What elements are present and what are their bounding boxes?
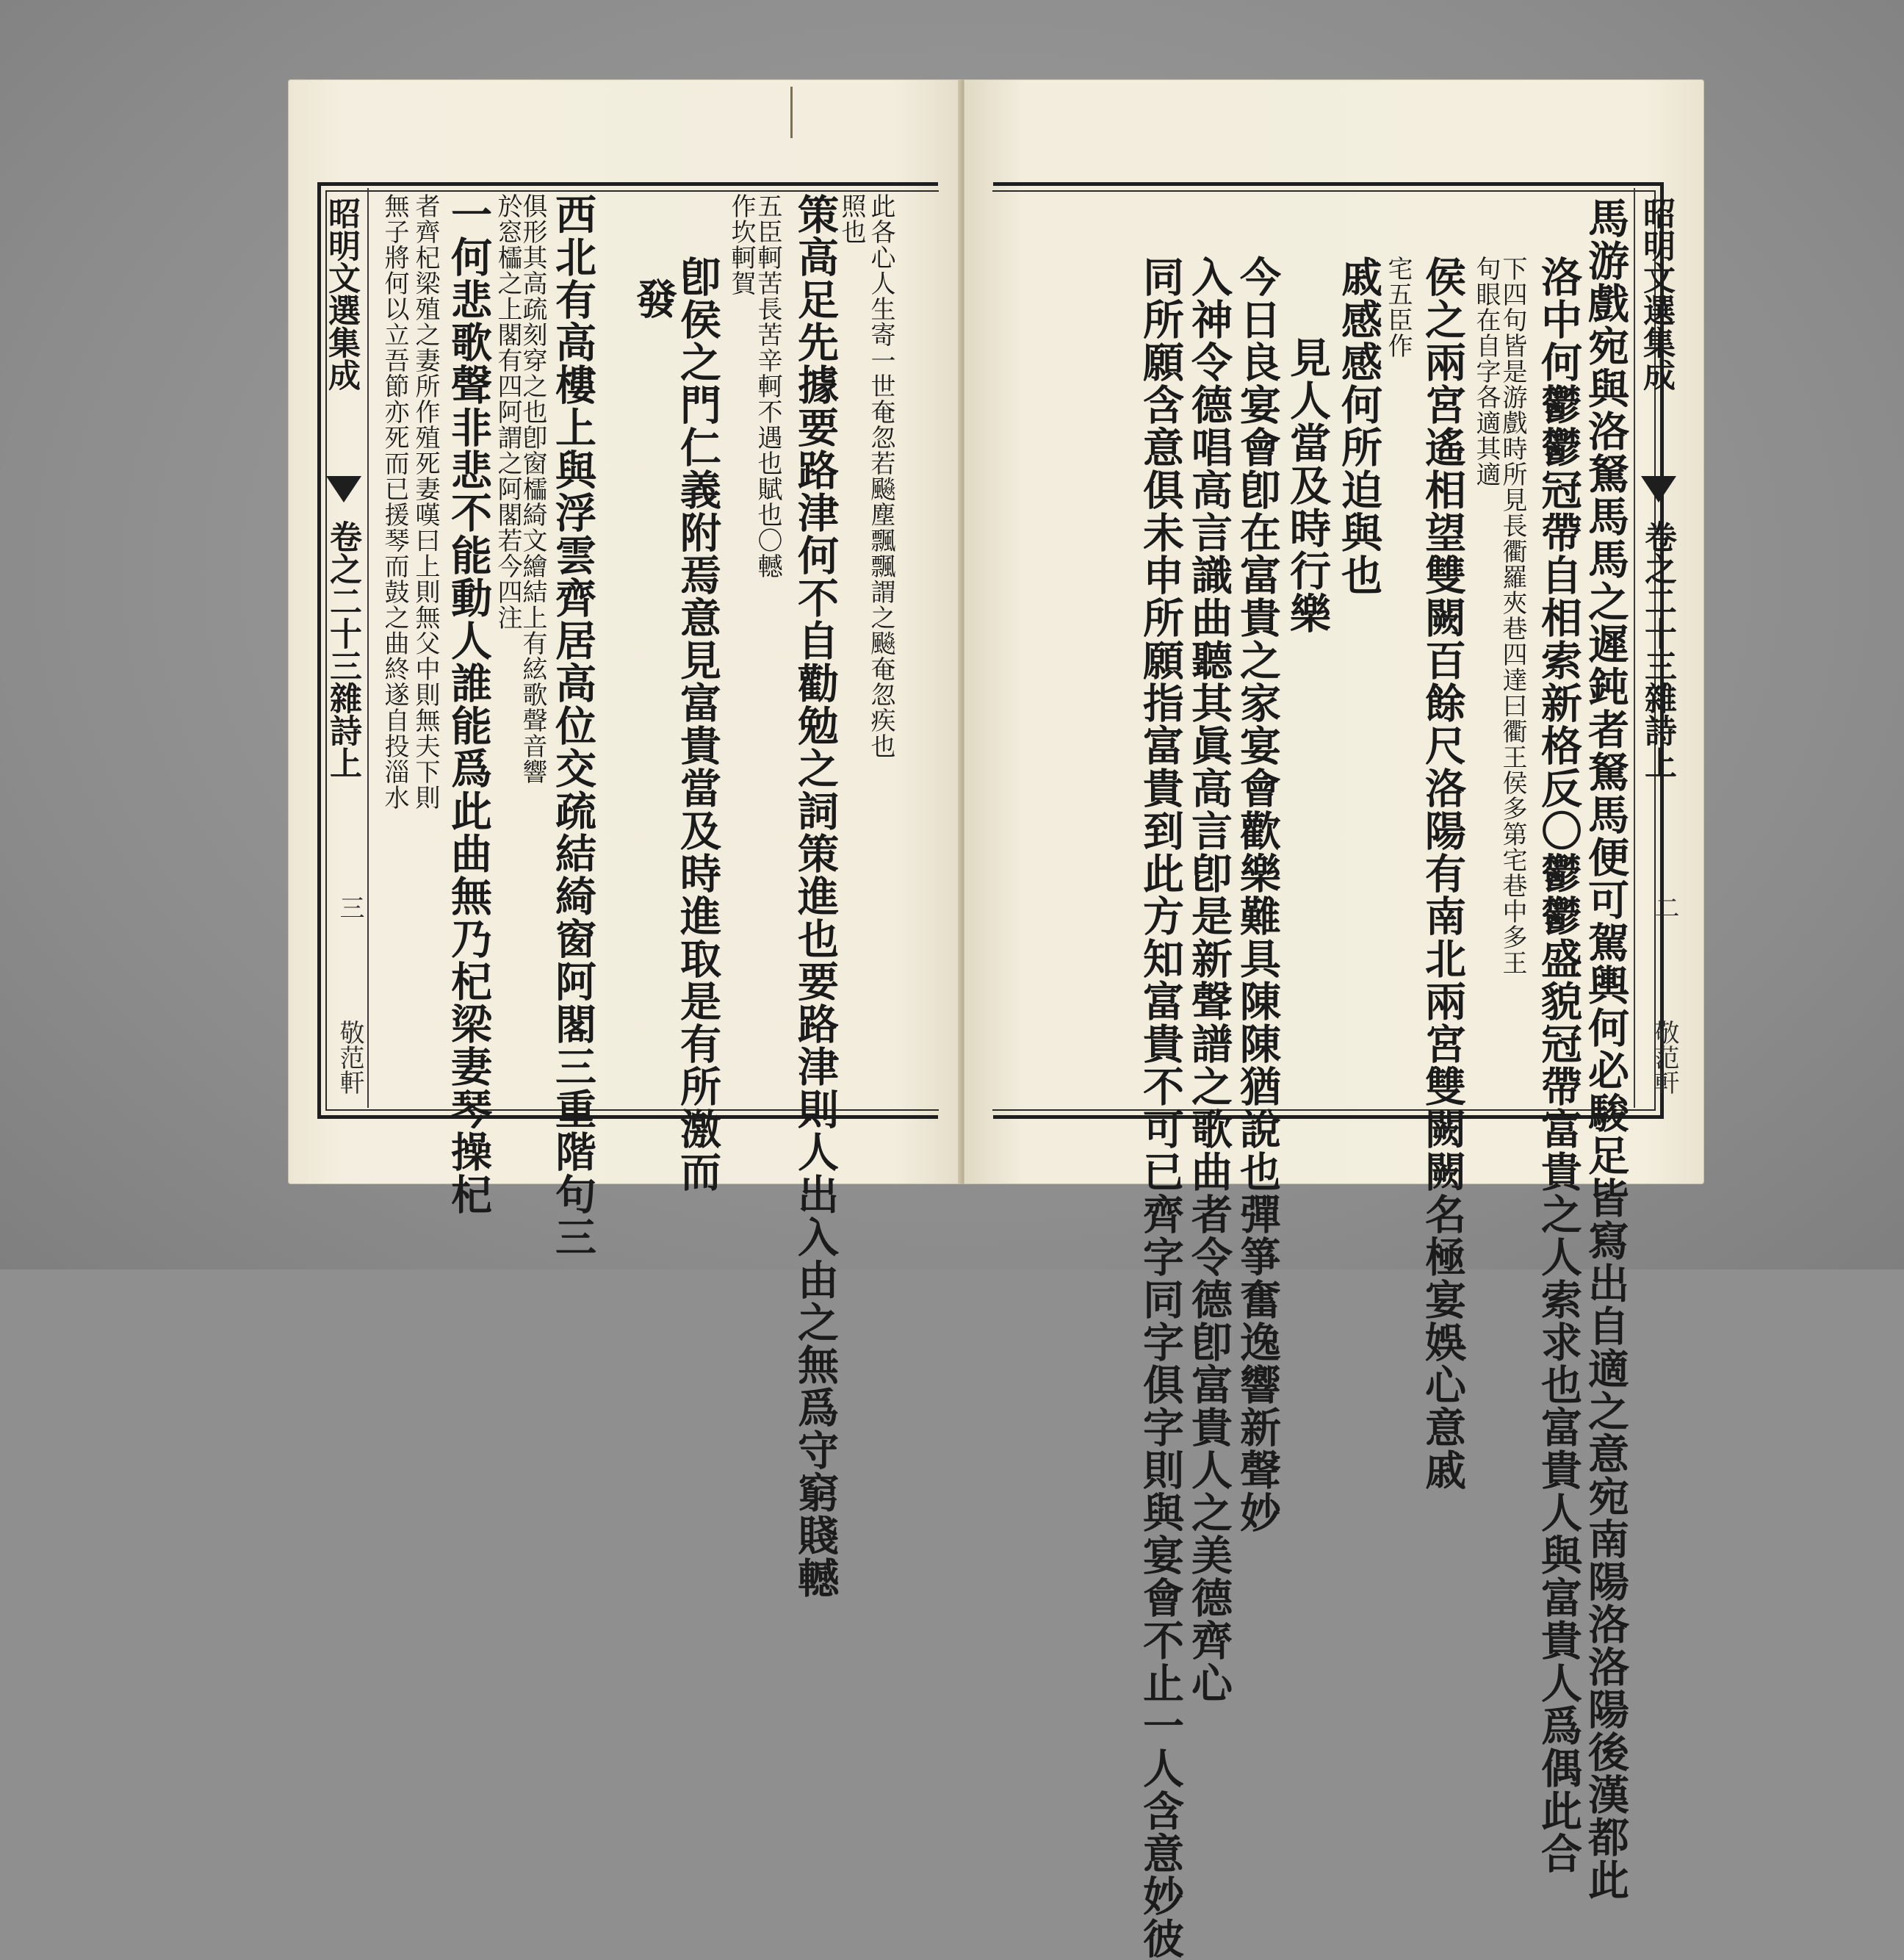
left-publisher: 敬范軒 (335, 1020, 364, 1095)
text-column: 照也 (837, 193, 866, 245)
right-publisher: 敬范軒 (1650, 1020, 1679, 1095)
text-column: 馬游戲宛與洛駑馬馬之遲鈍者駑馬便可駕輿何必駿足皆寫出自適之意宛南陽洛洛陽後漢都此 (1582, 197, 1630, 1901)
text-column: 俱形其高疏刻穿之也卽窗櫺綺文繪結上有絃歌聲音響 (518, 193, 547, 785)
text-column: 今日良宴會卽在富貴之家宴會歡樂難具陳陳猶說也彈箏奮逸響新聲妙 (1233, 256, 1282, 1534)
text-column: 五臣軻苦長苦辛軻不遇也賦也〇轗 (753, 193, 782, 579)
text-column: 者齊杞梁殖之妻所作殖死妻嘆曰上則無父中則無夫下則 (411, 193, 440, 810)
text-column: 宅五臣作 (1383, 256, 1413, 359)
text-column: 卽侯之門仁義附焉意見富貴當及時進取是有所激而 (674, 256, 722, 1193)
section-heading: 見人當及時行樂 (1283, 336, 1332, 635)
fish-tail-mark (1641, 476, 1676, 502)
open-book (288, 79, 1704, 1960)
binding-thread (790, 87, 793, 138)
text-column: 無子將何以立吾節亦死而已援琴而鼓之曲終遂自投淄水 (380, 193, 409, 810)
column-rule (1634, 188, 1635, 1108)
left-margin-title: 昭明文選集成 (322, 197, 360, 391)
text-column: 發 (630, 278, 678, 320)
text-column: 下四句皆是游戲時所見長衢羅夾巷四達曰衢王侯多第宅巷中多王 (1498, 256, 1527, 976)
right-page (964, 79, 1704, 1960)
text-column: 句眼在自字各適其適 (1471, 256, 1501, 487)
text-column: 戚感感何所迫與也 (1335, 256, 1383, 597)
text-column: 此各心人生寄一世奄忽若飈塵飄飄謂之飈奄忽疾也 (866, 193, 895, 759)
left-page (288, 79, 964, 1599)
left-leaf-number: 三 (335, 895, 364, 920)
text-column: 侯之兩宮遙相望雙闕百餘尺洛陽有南北兩宮雙闕闕名極宴娛心意戚 (1418, 256, 1467, 1491)
right-leaf-number: 二 (1650, 895, 1679, 920)
right-margin-title: 昭明文選集成 (1637, 197, 1675, 391)
text-column: 入神令德唱高言識曲聽其眞高言卽是新聲譜之歌曲者令德卽富貴人之美德齊心 (1185, 256, 1233, 1704)
left-chapter: 卷之二十三雜詩上 (324, 520, 361, 779)
column-rule (367, 188, 369, 1108)
right-chapter: 卷之二十三雜詩上 (1639, 520, 1676, 779)
text-column: 策高足先據要路津何不自勸勉之詞策進也要路津則人出入由之無爲守窮賤轗 (791, 193, 840, 1599)
text-column: 於窓櫺之上閣有四阿謂之阿閣若今四注 (493, 193, 522, 630)
text-column: 同所願含意俱未申所願指富貴到此方知富貴不可已齊字同字俱字則與宴會不止一人含意妙彼 (1136, 256, 1185, 1960)
text-column: 作坎軻賀 (726, 193, 756, 296)
fish-tail-mark (326, 476, 361, 502)
text-column: 洛中何鬱鬱冠帶自相索新格反〇鬱鬱盛貌冠帶富貴之人索求也富貴人與富貴人爲偶此合 (1535, 256, 1583, 1875)
text-column: 西北有高樓上與浮雲齊居高位交疏結綺窗阿閣三重階句三 (549, 193, 597, 1258)
text-column: 一何悲歌聲非悲不能動人誰能爲此曲無乃杞梁妻琴操杞 (444, 193, 493, 1216)
